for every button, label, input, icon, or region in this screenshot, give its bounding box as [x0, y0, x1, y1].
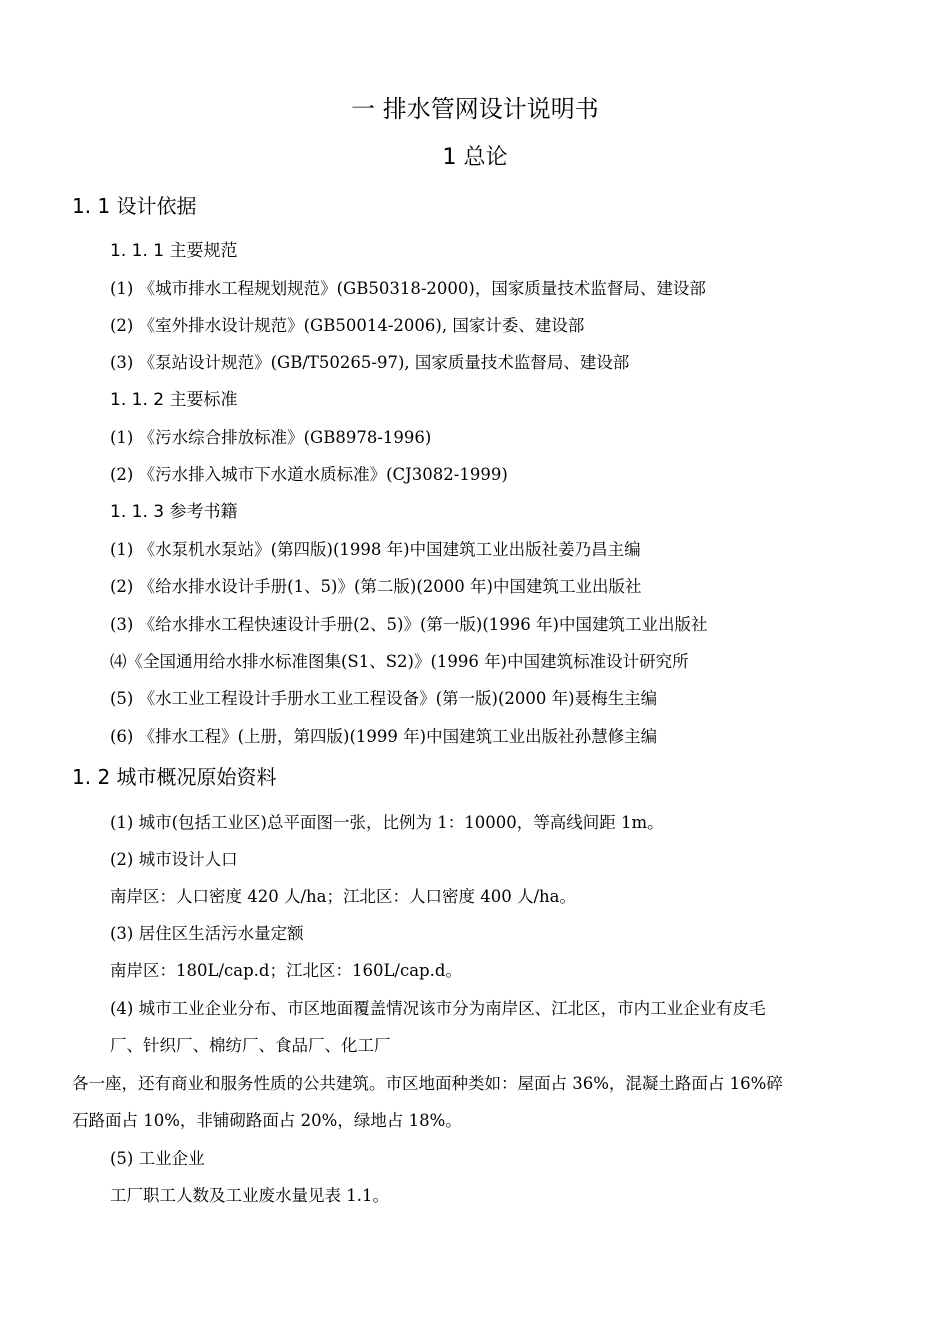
book-item: (5) 《水工业工程设计手册水工业工程设备》(第一版)(2000 年)聂梅生主编	[110, 689, 658, 708]
book-item: (3) 《给水排水工程快速设计手册(2、5)》(第一版)(1996 年)中国建筑工业出版社	[110, 615, 708, 634]
section-heading-1-1: 1. 1 设计依据	[72, 194, 197, 218]
spec-item: (1) 《城市排水工程规划规范》(GB50318-2000)，国家质量技术监督局、建设部	[110, 279, 706, 298]
book-item: (6) 《排水工程》(上册，第四版)(1999 年)中国建筑工业出版社孙慧修主编	[110, 727, 658, 746]
paragraph-line: 工厂职工人数及工业废水量见表 1.1。	[110, 1186, 389, 1205]
book-item: (2) 《给水排水设计手册(1、5)》(第二版)(2000 年)中国建筑工业出版社	[110, 577, 642, 596]
standard-item: (2) 《污水排入城市下水道水质标准》(CJ3082-1999)	[110, 465, 508, 484]
spec-item: (2) 《室外排水设计规范》(GB50014-2006), 国家计委、建设部	[110, 316, 585, 335]
paragraph-line: (3) 居住区生活污水量定额	[110, 924, 304, 943]
paragraph-line: (2) 城市设计人口	[110, 850, 238, 869]
paragraph-line: 南岸区：180L/cap.d；江北区：160L/cap.d。	[110, 961, 462, 980]
section-heading-1-2: 1. 2 城市概况原始资料	[72, 765, 277, 789]
subsection-heading-1-1-1: 1. 1. 1 主要规范	[110, 241, 238, 261]
paragraph-line: (5) 工业企业	[110, 1149, 205, 1168]
standard-item: (1) 《污水综合排放标准》(GB8978-1996)	[110, 428, 432, 447]
paragraph-line: (4) 城市工业企业分布、市区地面覆盖情况该市分为南岸区、江北区，市内工业企业有皮毛	[110, 999, 766, 1018]
subsection-heading-1-1-2: 1. 1. 2 主要标准	[110, 390, 238, 410]
paragraph-line: 南岸区：人口密度 420 人/ha；江北区：人口密度 400 人/ha。	[110, 887, 577, 906]
book-item: (1) 《水泵机水泵站》(第四版)(1998 年)中国建筑工业出版社姜乃昌主编	[110, 540, 641, 559]
paragraph-line: 各一座，还有商业和服务性质的公共建筑。市区地面种类如：屋面占 36%，混凝土路面占 16%碎	[72, 1074, 783, 1093]
book-item: ⑷《全国通用给水排水标准图集(S1、S2)》(1996 年)中国建筑标准设计研究所	[110, 652, 689, 671]
subsection-heading-1-1-3: 1. 1. 3 参考书籍	[110, 502, 238, 522]
paragraph-line: 厂、针织厂、棉纺厂、食品厂、化工厂	[110, 1036, 391, 1055]
paragraph-line: 石路面占 10%，非铺砌路面占 20%，绿地占 18%。	[72, 1111, 462, 1130]
chapter-heading: 1 总论	[442, 145, 508, 170]
document-title: 一 排水管网设计说明书	[351, 95, 599, 123]
paragraph-line: (1) 城市(包括工业区)总平面图一张，比例为 1：10000，等高线间距 1m。	[110, 813, 664, 832]
spec-item: (3) 《泵站设计规范》(GB/T50265-97), 国家质量技术监督局、建设部	[110, 353, 630, 372]
